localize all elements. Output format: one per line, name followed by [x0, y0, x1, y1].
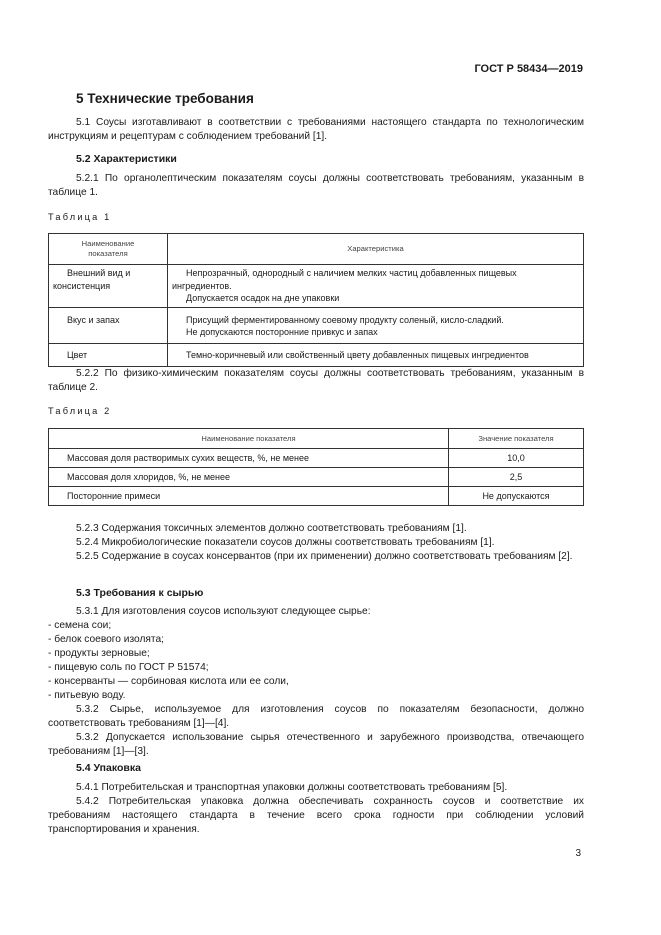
paragraph-5-2-2: 5.2.2 По физико-химическим показателям соусы должны соответствовать требованиям, указанным в таблице 2.	[48, 368, 584, 393]
list-item: - пищевую соль по ГОСТ Р 51574;	[48, 662, 209, 673]
table-header: Наименование показателя	[49, 234, 168, 265]
desc-line: Присущий ферментированному соевому продукту соленый, кисло-сладкий.	[186, 314, 504, 325]
table-row	[49, 307, 584, 343]
paragraph-5-3-1: 5.3.1 Для изготовления соусов используют следующее сырье:	[76, 606, 371, 617]
table-physchem	[48, 428, 584, 506]
desc-line: Допускается осадок на дне упаковки	[186, 293, 340, 303]
paragraph-5-2-5: 5.2.5 Содержание в соусах консервантов (при их применении) должно соответствовать требованиям [2].	[76, 551, 573, 562]
list-item: - консерванты — сорбиновая кислота или ее соли,	[48, 676, 289, 687]
paragraph-5-4-2: 5.4.2 Потребительская упаковка должна обеспечивать сохранность соусов и соответствие их требованиям настоящего стандарта в течение всего срока годности при соблюдении условий транспортирования и хранения.	[48, 796, 584, 835]
paragraph-5-3-2b: 5.3.2 Допускается использование сырья отечественного и зарубежного производства, отвечающего требованиям [1]—[3].	[48, 732, 584, 757]
table-cell-name: Цвет	[49, 343, 168, 367]
paragraph-5-2-1: 5.2.1 По органолептическим показателям соусы должны соответствовать требованиям, указанным в таблице 1.	[48, 173, 584, 198]
table-header: Наименование показателя	[49, 429, 449, 449]
list-item: - семена сои;	[48, 620, 112, 631]
table-row	[49, 468, 584, 487]
document-id: ГОСТ Р 58434—2019	[474, 63, 583, 75]
table-organoleptic	[48, 233, 584, 367]
table-row	[49, 265, 584, 308]
list-item: - продукты зерновые;	[48, 648, 150, 659]
table-row	[49, 449, 584, 468]
subsection-title-5-4: 5.4 Упаковка	[76, 762, 141, 774]
table-cell-desc	[168, 265, 584, 308]
table-cell-desc	[168, 343, 584, 367]
table-cell-name: Массовая доля растворимых сухих веществ, %, не менее	[49, 449, 449, 468]
table-row	[49, 487, 584, 506]
list-item: - белок соевого изолята;	[48, 634, 164, 645]
table-row	[49, 343, 584, 367]
desc-line: Непрозрачный, однородный с наличием мелких частиц добавленных пищевых ингредиентов.	[172, 268, 517, 291]
table-header: Характеристика	[168, 234, 584, 265]
table-cell-value: Не допускаются	[449, 487, 584, 506]
paragraph-5-1: 5.1 Соусы изготавливают в соответствии с требованиями настоящего стандарта по технологическим инструкциям и рецептурам с соблюдением требований [1].	[48, 117, 584, 142]
table-cell-desc	[168, 307, 584, 343]
table-cell-value: 10,0	[449, 449, 584, 468]
desc-line: Не допускаются посторонние привкус и запах	[186, 327, 378, 337]
table-header-row	[49, 234, 584, 265]
table-cell-value: 2,5	[449, 468, 584, 487]
table1-caption: Таблица 1	[48, 212, 112, 222]
table2-caption: Таблица 2	[48, 406, 112, 416]
page-number: 3	[575, 848, 581, 859]
paragraph-5-4-1: 5.4.1 Потребительская и транспортная упаковки должны соответствовать требованиям [5].	[76, 782, 508, 793]
table-cell-name: Массовая доля хлоридов, %, не менее	[49, 468, 449, 487]
paragraph-5-2-4: 5.2.4 Микробиологические показатели соусов должны соответствовать требованиям [1].	[76, 537, 495, 548]
paragraph-5-2-3: 5.2.3 Содержания токсичных элементов должно соответствовать требованиям [1].	[76, 523, 467, 534]
desc-line: Темно-коричневый или свойственный цвету добавленных пищевых ингредиентов	[186, 349, 529, 360]
table-header-row	[49, 429, 584, 449]
table-header: Значение показателя	[449, 429, 584, 449]
table-cell-name: Посторонние примеси	[49, 487, 449, 506]
table-cell-name: Внешний вид и консистенция	[49, 265, 168, 308]
list-item: - питьевую воду.	[48, 690, 126, 701]
subsection-title-5-3: 5.3 Требования к сырью	[76, 587, 204, 599]
subsection-title-5-2: 5.2 Характеристики	[76, 153, 177, 165]
paragraph-5-3-2a: 5.3.2 Сырье, используемое для изготовления соусов по показателям безопасности, должно соответствовать требованиям [1]—[4].	[48, 704, 584, 729]
section-title: 5 Технические требования	[76, 91, 254, 106]
table-cell-name: Вкус и запах	[49, 307, 168, 343]
